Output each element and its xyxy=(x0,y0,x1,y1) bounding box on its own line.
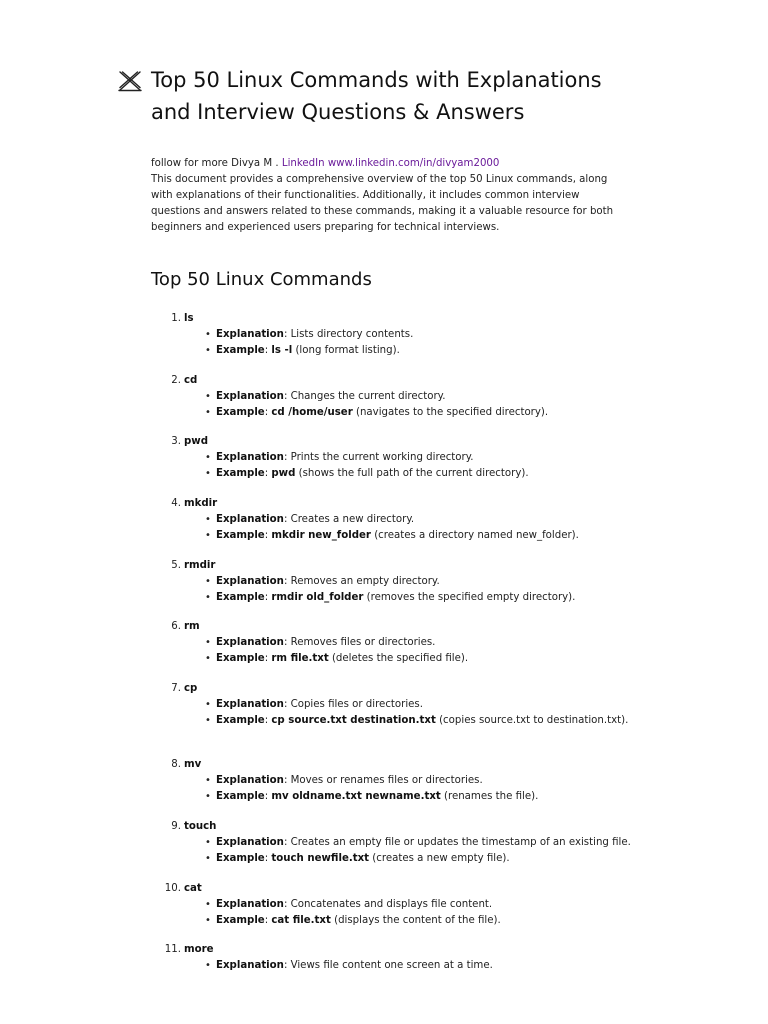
explanation-text: : Changes the current directory. xyxy=(283,391,446,402)
command-details xyxy=(203,574,723,605)
explanation-bullet xyxy=(203,327,723,343)
command-number: 5. xyxy=(171,560,181,571)
explanation-bullet xyxy=(203,773,723,789)
example-colon: : xyxy=(264,852,272,864)
example-label: Example xyxy=(216,529,265,541)
explanation-text: : Moves or renames files or directories. xyxy=(283,775,483,786)
command-details xyxy=(203,450,723,481)
example-command: touch newfile.txt xyxy=(271,852,370,864)
explanation-label: Explanation xyxy=(216,637,284,648)
example-note: (deletes the specified file). xyxy=(328,652,469,664)
example-note: (copies source.txt to destination.txt). xyxy=(435,714,629,726)
command-name: cd xyxy=(184,375,198,386)
example-colon: : xyxy=(264,467,272,479)
example-command: mv oldname.txt newname.txt xyxy=(271,790,441,802)
example-note: (displays the content of the file). xyxy=(330,914,501,926)
bullet-dot-icon: • xyxy=(205,852,211,864)
example-label: Example xyxy=(216,406,265,418)
example-label: Example xyxy=(216,852,265,864)
explanation-text: : Removes an empty directory. xyxy=(283,576,440,587)
explanation-text: : Copies files or directories. xyxy=(283,699,423,710)
example-bullet xyxy=(203,590,723,606)
explanation-label: Explanation xyxy=(216,576,284,587)
example-note: (creates a new empty file). xyxy=(369,852,510,864)
explanation-text: : Views file content one screen at a time. xyxy=(283,960,493,971)
explanation-bullet xyxy=(203,574,723,590)
bullet-dot-icon: • xyxy=(205,790,211,802)
example-colon: : xyxy=(264,591,272,603)
command-details xyxy=(203,512,723,543)
command-name: ls xyxy=(184,313,194,324)
title-line-2: and Interview Questions & Answers xyxy=(151,100,525,124)
command-details xyxy=(203,327,723,358)
bullet-dot-icon: • xyxy=(205,529,211,541)
bullet-dot-icon: • xyxy=(205,899,211,910)
command-name: rmdir xyxy=(184,560,216,571)
example-command: rmdir old_folder xyxy=(271,591,364,603)
example-command: mkdir new_folder xyxy=(271,529,371,541)
command-details xyxy=(203,773,723,804)
example-bullet xyxy=(203,651,723,667)
example-bullet xyxy=(203,405,723,421)
example-bullet xyxy=(203,528,723,544)
explanation-bullet xyxy=(203,958,723,974)
example-note: (navigates to the specified directory). xyxy=(352,406,549,418)
example-label: Example xyxy=(216,344,265,356)
example-command: cp source.txt destination.txt xyxy=(271,714,436,726)
bullet-dot-icon: • xyxy=(205,637,211,648)
example-bullet xyxy=(203,789,723,805)
example-colon: : xyxy=(264,406,272,418)
command-number: 3. xyxy=(171,436,181,447)
explanation-label: Explanation xyxy=(216,514,284,525)
example-note: (renames the file). xyxy=(440,790,539,802)
section-heading: Top 50 Linux Commands xyxy=(151,269,372,290)
example-label: Example xyxy=(216,714,265,726)
explanation-bullet xyxy=(203,897,723,913)
explanation-text: : Prints the current working directory. xyxy=(283,452,474,463)
bullet-dot-icon: • xyxy=(205,699,211,710)
command-number: 1. xyxy=(171,313,181,324)
explanation-text: : Creates a new directory. xyxy=(283,514,415,525)
command-number: 9. xyxy=(171,821,181,832)
bullet-dot-icon: • xyxy=(205,960,211,971)
command-name: pwd xyxy=(184,436,208,447)
command-number: 2. xyxy=(171,375,181,386)
follow-line xyxy=(151,156,616,172)
example-label: Example xyxy=(216,790,265,802)
explanation-label: Explanation xyxy=(216,452,284,463)
intro-paragraph: This document provides a comprehensive overview of the top 50 Linux commands, along with explanations of their functionalities. Additionally, it includes common interview questions and answers related to these commands, making it a valuable resource for both beginners and experienced users preparing for technical interviews. xyxy=(151,174,614,233)
example-colon: : xyxy=(264,529,272,541)
explanation-bullet xyxy=(203,512,723,528)
example-note: (shows the full path of the current directory). xyxy=(295,467,529,479)
example-colon: : xyxy=(264,914,272,926)
command-name: mkdir xyxy=(184,498,218,509)
explanation-label: Explanation xyxy=(216,960,284,971)
bullet-dot-icon: • xyxy=(205,329,211,340)
bullet-dot-icon: • xyxy=(205,775,211,786)
explanation-label: Explanation xyxy=(216,391,284,402)
example-label: Example xyxy=(216,652,265,664)
command-details xyxy=(203,897,723,928)
command-details xyxy=(203,389,723,420)
command-name: mv xyxy=(184,759,202,770)
example-label: Example xyxy=(216,591,265,603)
example-command: rm file.txt xyxy=(271,652,329,664)
example-label: Example xyxy=(216,914,265,926)
example-colon: : xyxy=(264,344,272,356)
example-label: Example xyxy=(216,467,265,479)
command-number: 4. xyxy=(171,498,181,509)
title-line-1: Top 50 Linux Commands with Explanations xyxy=(151,68,602,92)
command-details xyxy=(203,835,723,866)
explanation-bullet xyxy=(203,835,723,851)
bullet-dot-icon: • xyxy=(205,914,211,926)
example-note: (long format listing). xyxy=(292,344,400,356)
explanation-text: : Removes files or directories. xyxy=(283,637,436,648)
example-bullet xyxy=(203,851,723,867)
example-command: ls -l xyxy=(271,344,293,356)
explanation-label: Explanation xyxy=(216,329,284,340)
explanation-label: Explanation xyxy=(216,775,284,786)
command-name: touch xyxy=(184,821,217,832)
command-name: cp xyxy=(184,683,198,694)
command-name: rm xyxy=(184,621,200,632)
bullet-dot-icon: • xyxy=(205,514,211,525)
intro-block xyxy=(151,156,616,236)
command-details xyxy=(203,958,723,974)
example-colon: : xyxy=(264,714,272,726)
command-number: 10. xyxy=(164,883,181,894)
command-number: 6. xyxy=(171,621,181,632)
bullet-dot-icon: • xyxy=(205,344,211,356)
example-command: pwd xyxy=(271,467,296,479)
command-details xyxy=(203,635,723,666)
example-bullet xyxy=(203,913,723,929)
command-number: 7. xyxy=(171,683,181,694)
bullet-dot-icon: • xyxy=(205,391,211,402)
explanation-text: : Lists directory contents. xyxy=(283,329,414,340)
bullet-dot-icon: • xyxy=(205,406,211,418)
explanation-bullet xyxy=(203,389,723,405)
explanation-bullet xyxy=(203,450,723,466)
command-number: 8. xyxy=(171,759,181,770)
explanation-bullet xyxy=(203,635,723,651)
crossed-tools-logo-icon xyxy=(117,70,143,92)
example-colon: : xyxy=(264,790,272,802)
command-number: 11. xyxy=(164,944,181,955)
bullet-dot-icon: • xyxy=(205,837,211,848)
bullet-dot-icon: • xyxy=(205,591,211,603)
bullet-dot-icon: • xyxy=(205,714,211,726)
explanation-label: Explanation xyxy=(216,899,284,910)
bullet-dot-icon: • xyxy=(205,576,211,587)
example-bullet xyxy=(203,713,723,729)
example-note: (creates a directory named new_folder). xyxy=(370,529,579,541)
explanation-label: Explanation xyxy=(216,699,284,710)
command-name: cat xyxy=(184,883,202,894)
explanation-label: Explanation xyxy=(216,837,284,848)
explanation-text: : Creates an empty file or updates the timestamp of an existing file. xyxy=(283,837,631,848)
bullet-dot-icon: • xyxy=(205,652,211,664)
example-note: (removes the specified empty directory). xyxy=(363,591,576,603)
example-bullet xyxy=(203,343,723,359)
command-details xyxy=(203,697,723,728)
example-command: cd /home/user xyxy=(271,406,353,418)
follow-text: follow for more Divya M . xyxy=(151,158,282,169)
bullet-dot-icon: • xyxy=(205,467,211,479)
linkedin-link[interactable]: LinkedIn www.linkedin.com/in/divyam2000 xyxy=(281,158,500,169)
bullet-dot-icon: • xyxy=(205,452,211,463)
command-name: more xyxy=(184,944,214,955)
explanation-bullet xyxy=(203,697,723,713)
example-bullet xyxy=(203,466,723,482)
document-title xyxy=(151,64,671,128)
example-command: cat file.txt xyxy=(271,914,331,926)
example-colon: : xyxy=(264,652,272,664)
explanation-text: : Concatenates and displays file content. xyxy=(283,899,493,910)
